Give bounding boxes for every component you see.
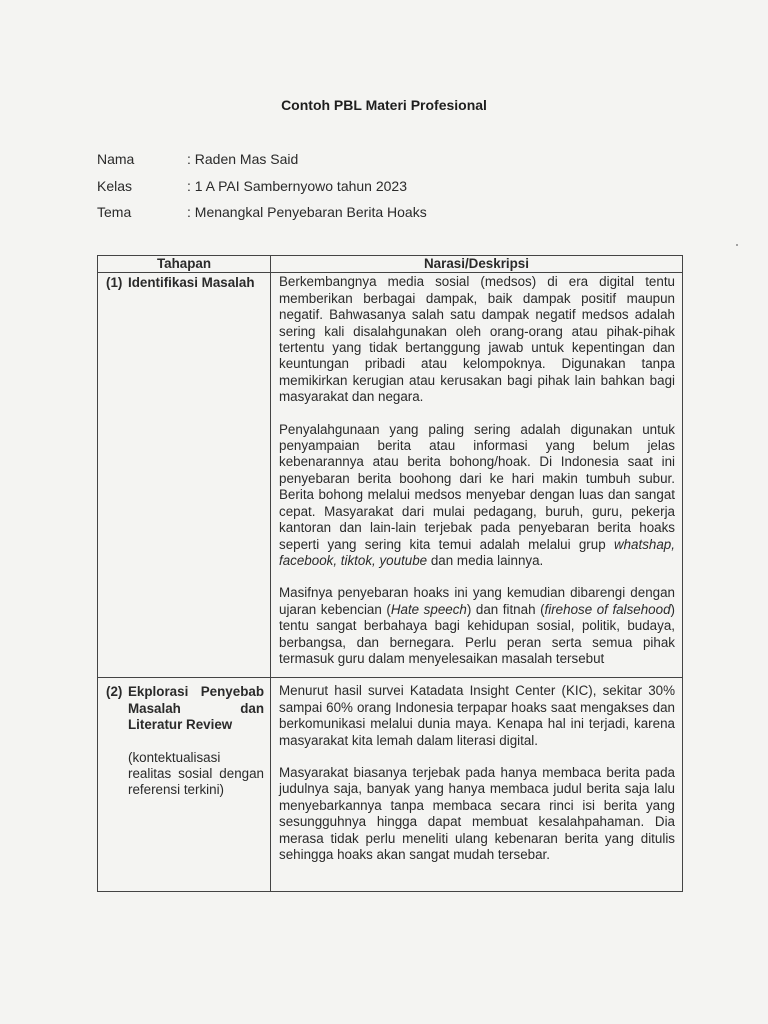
meta-row-nama [97, 151, 427, 178]
meta-value: : 1 A PAI Sambernyowo tahun 2023 [187, 177, 408, 194]
stage-number: (1) [106, 275, 123, 291]
narrative-text: ) dan fitnah ( [466, 601, 545, 617]
narrative-paragraph: Masyarakat biasanya terjebak pada hanya membaca berita pada judulnya saja, banyak yang hanya membaca judul berita saja lalu menyebarkannya tanpa membaca secara rinci isi berita yang sesungguhnya hingga dapat membuat kesalahpahaman. Dia merasa tidak perlu meneliti ulang kebenaran berita yang ditulis sehingga hoaks akan sangat mudah tersebar. [279, 764, 675, 862]
meta-value: : Raden Mas Said [187, 151, 299, 167]
narrative-text: ) tentu sangat berbahaya bagi kehidupan sosial, politik, budaya, berbangsa, dan bernegara. Perlu peran serta semua pihak termasuk guru dalam menyelesaikan masalah tersebut [279, 601, 675, 666]
narrative-paragraph: Berkembangnya media sosial (medsos) di era digital tentu memberikan berbagai dampak, baik dampak positif maupun negatif. Bahwasanya salah satu dampak negatif medsos adalah sering kali disalahgunakan oleh orang-orang atau pihak-pihak tertentu yang tidak bertanggung jawab untuk kepentingan dan keuntungan pribadi atau kelompoknya. Digunakan tanpa memikirkan kerugian atau kerusakan bagi pihak lain bahkan bagi masyarakat dan negara. [279, 274, 675, 405]
narrative-cell [271, 273, 683, 678]
meta-value: : Menangkal Penyebaran Berita Hoaks [187, 204, 427, 220]
header-narasi: Narasi/Deskripsi [271, 256, 683, 273]
meta-row-kelas [97, 178, 427, 205]
header-tahapan: Tahapan [98, 256, 271, 273]
scan-speck [736, 244, 738, 246]
meta-label: Tema [97, 204, 132, 220]
narrative-cell [271, 678, 683, 892]
meta-block [97, 151, 427, 231]
term-firehose: firehose of falsehood [544, 601, 671, 617]
narrative-paragraph [279, 422, 675, 570]
stage-name: Identifikasi Masalah [128, 275, 255, 291]
pbl-table [97, 255, 683, 892]
table-row [98, 273, 683, 678]
stage-cell [98, 678, 271, 892]
platform-names: whatshap, facebook, tiktok, youtube [279, 536, 675, 568]
term-hate-speech: Hate speech [390, 601, 467, 617]
document-title: Contoh PBL Materi Profesional [281, 97, 487, 113]
table-header-row [98, 256, 683, 273]
narrative-text: Penyalahgunaan yang paling sering adalah digunakan untuk penyampaian berita atau informasi yang belum jelas kebenarannya atau berita bohong/hoak. Di Indonesia saat ini penyebaran berita boohong dari ke hari makin tumbuh subur. Berita bohong melalui medsos menyebar dengan luas dan sangat cepat. Masyarakat dari mulai pedagang, buruh, guru, pekerja kantoran dan lain-lain terjebak pada penyebaran berita hoaks seperti yang sering kita temui adalah melalui grup [279, 421, 675, 552]
narrative-paragraph: Menurut hasil survei Katadata Insight Center (KIC), sekitar 30% sampai 60% orang Indonesia terpapar hoaks saat mengakses dan berkomunikasi melalui dunia maya. Kenapa hal ini terjadi, karena masyarakat kita lemah dalam literasi digital. [279, 683, 675, 748]
stage-number: (2) [106, 684, 123, 700]
narrative-text: Masifnya penyebaran hoaks ini yang kemudian dibarengi dengan ujaran kebencian ( [279, 585, 675, 617]
table-row [98, 678, 683, 892]
narrative-paragraph [279, 585, 675, 667]
narrative-text: dan media lainnya. [427, 552, 544, 568]
stage-name: Ekplorasi Penyebab Masalah dan Literatur Review [128, 684, 264, 733]
meta-row-tema [97, 204, 427, 231]
stage-cell [98, 273, 271, 678]
meta-label: Kelas [97, 177, 133, 194]
stage-context: (kontektualisasi realitas sosial dengan referensi terkini) [128, 749, 264, 798]
meta-label: Nama [97, 151, 135, 167]
